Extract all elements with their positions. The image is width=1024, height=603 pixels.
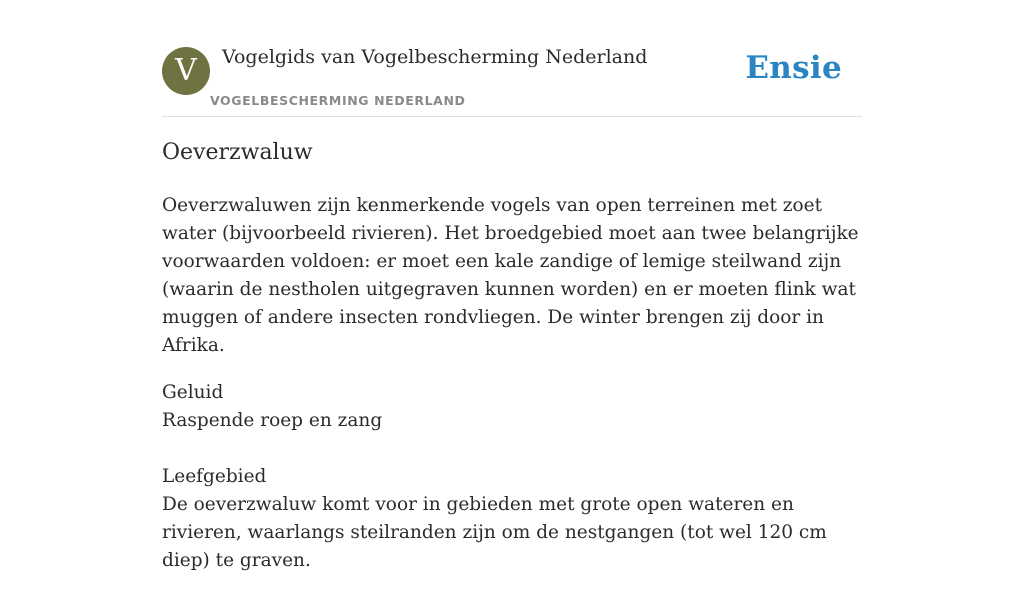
article-intro: Oeverzwaluwen zijn kenmerkende vogels van open terreinen met zoet water (bijvoorbeeld rivieren). Het broedgebied moet aan twee belangrijke voorwaarden voldoen: er moet een kale zandige of lemige steilwand zijn (waarin de nestholen uitgegraven kunnen worden) en er moeten flink wat muggen of andere insecten rondvliegen. De winter brengen zij door in Afrika. (162, 195, 859, 356)
ensie-logo[interactable]: Ensie (745, 50, 842, 86)
avatar[interactable]: V (162, 47, 210, 95)
section-leefgebied (162, 463, 862, 575)
page (162, 0, 862, 571)
publisher-name[interactable]: VOGELBESCHERMING NEDERLAND (210, 93, 466, 108)
section-heading: Geluid (162, 382, 224, 403)
site-title[interactable]: Vogelgids van Vogelbescherming Nederland (222, 46, 648, 68)
section-text: Raspende roep en zang (162, 410, 383, 431)
article-title: Oeverzwaluw (162, 140, 313, 165)
section-text: De oeverzwaluw komt voor in gebieden met grote open wateren en rivieren, waarlangs steilranden zijn om de nestgangen (tot wel 120 cm diep) te graven. (162, 494, 827, 571)
section-geluid (162, 379, 862, 435)
header (162, 0, 862, 117)
section-heading: Leefgebied (162, 466, 267, 487)
article-content (162, 192, 862, 603)
